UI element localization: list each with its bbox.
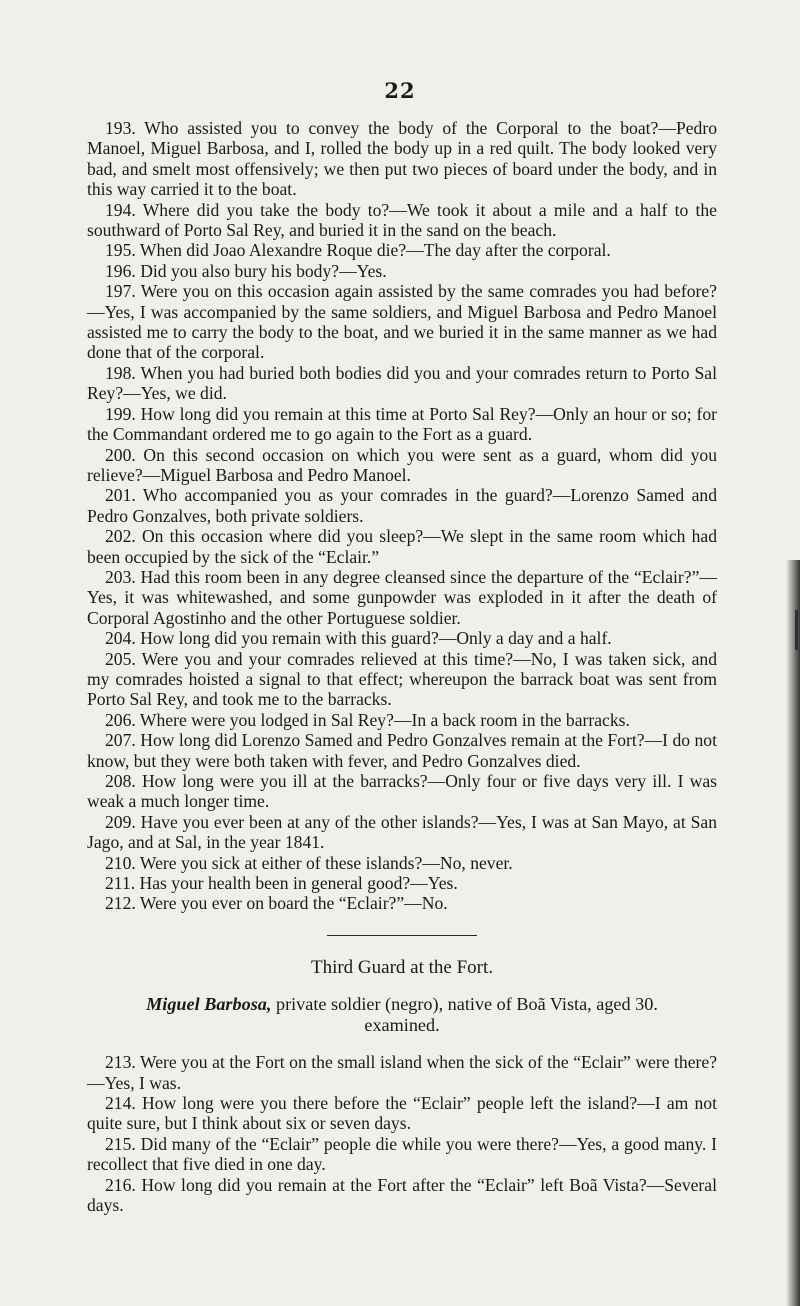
paragraph-211: 211. Has your health been in general good?—Yes.	[105, 873, 458, 894]
paragraph-205: 205. Were you and your comrades relieved at this time?—No, I was taken sick, and my comrades hoisted a signal to that effect; whereupon the barrack boat was sent from Porto Sal Rey, and took me to the barracks.	[87, 648, 717, 710]
paragraph-210: 210. Were you sick at either of these islands?—No, never.	[105, 852, 513, 873]
paragraph-201: 201. Who accompanied you as your comrades in the guard?—Lorenzo Samed and Pedro Gonzalves, both private soldiers.	[87, 485, 717, 526]
paragraph-197: 197. Were you on this occasion again assisted by the same comrades you had before?—Yes, I was accompanied by the same soldiers, and Miguel Barbosa and Pedro Manoel assisted me to carry the body to the boat, and we buried it in the same manner as we had done that of the corporal.	[87, 281, 717, 363]
paragraph-194: 194. Where did you take the body to?—We took it about a mile and a half to the southward of Porto Sal Rey, and buried it in the sand on the beach.	[87, 199, 717, 241]
paragraph-204: 204. How long did you remain with this guard?—Only a day and a half.	[105, 628, 612, 649]
paragraph-214: 214. How long were you there before the “Eclair” people left the island?—I am not quite sure, but I think about six or seven days.	[87, 1093, 717, 1134]
witness-intro	[87, 994, 717, 1036]
paragraph-203: 203. Had this room been in any degree cleansed since the departure of the “Eclair?”—Yes, it was whitewashed, and some gunpowder was exploded in it after the death of Corporal Agostinho and the other Portuguese soldier.	[87, 566, 717, 628]
paragraph-216: 216. How long did you remain at the Fort after the “Eclair” left Boã Vista?—Several days.	[87, 1174, 717, 1216]
paragraph-198: 198. When you had buried both bodies did you and your comrades return to Porto Sal Rey?—Yes, we did.	[87, 362, 717, 404]
paragraph-196: 196. Did you also bury his body?—Yes.	[105, 260, 387, 281]
paragraph-213: 213. Were you at the Fort on the small island when the sick of the “Eclair” were there?—Yes, I was.	[87, 1052, 717, 1093]
witness-description: private soldier (negro), native of Boã Vista, aged 30. examined.	[275, 994, 658, 1036]
section-heading: Third Guard at the Fort.	[310, 956, 494, 978]
paragraph-195: 195. When did Joao Alexandre Roque die?—The day after the corporal.	[105, 240, 611, 261]
text-body	[87, 118, 717, 1216]
paragraph-199: 199. How long did you remain at this time at Porto Sal Rey?—Only an hour or so; for the Commandant ordered me to go again to the Fort as a guard.	[87, 403, 717, 445]
paragraph-209: 209. Have you ever been at any of the other islands?—Yes, I was at San Mayo, at San Jago, and at Sal, in the year 1841.	[87, 811, 717, 853]
page-edge-mark	[795, 610, 798, 650]
page-edge-shadow	[786, 560, 800, 1306]
paragraph-200: 200. On this second occasion on which you were sent as a guard, whom did you relieve?—Miguel Barbosa and Pedro Manoel.	[87, 444, 717, 485]
paragraph-193: 193. Who assisted you to convey the body of the Corporal to the boat?—Pedro Manoel, Miguel Barbosa, and I, rolled the body up in a red quilt. The body looked very bad, and smelt most offensively; we then put two pieces of board under the body, and in this way carried it to the boat.	[87, 118, 717, 200]
paragraph-202: 202. On this occasion where did you sleep?—We slept in the same room which had been occupied by the sick of the “Eclair.”	[87, 526, 717, 567]
paragraph-206: 206. Where were you lodged in Sal Rey?—In a back room in the barracks.	[105, 709, 630, 730]
witness-name: Miguel Barbosa,	[146, 994, 272, 1015]
paragraph-207: 207. How long did Lorenzo Samed and Pedro Gonzalves remain at the Fort?—I do not know, but they were both taken with fever, and Pedro Gonzalves died.	[87, 730, 717, 771]
paragraph-208: 208. How long were you ill at the barracks?—Only four or five days very ill. I was weak a much longer time.	[87, 771, 717, 812]
paragraph-215: 215. Did many of the “Eclair” people die while you were there?—Yes, a good many. I recollect that five died in one day.	[87, 1133, 717, 1175]
section-divider	[327, 935, 477, 936]
page-number: 22	[384, 78, 416, 103]
paragraph-212: 212. Were you ever on board the “Eclair?”—No.	[105, 893, 448, 914]
